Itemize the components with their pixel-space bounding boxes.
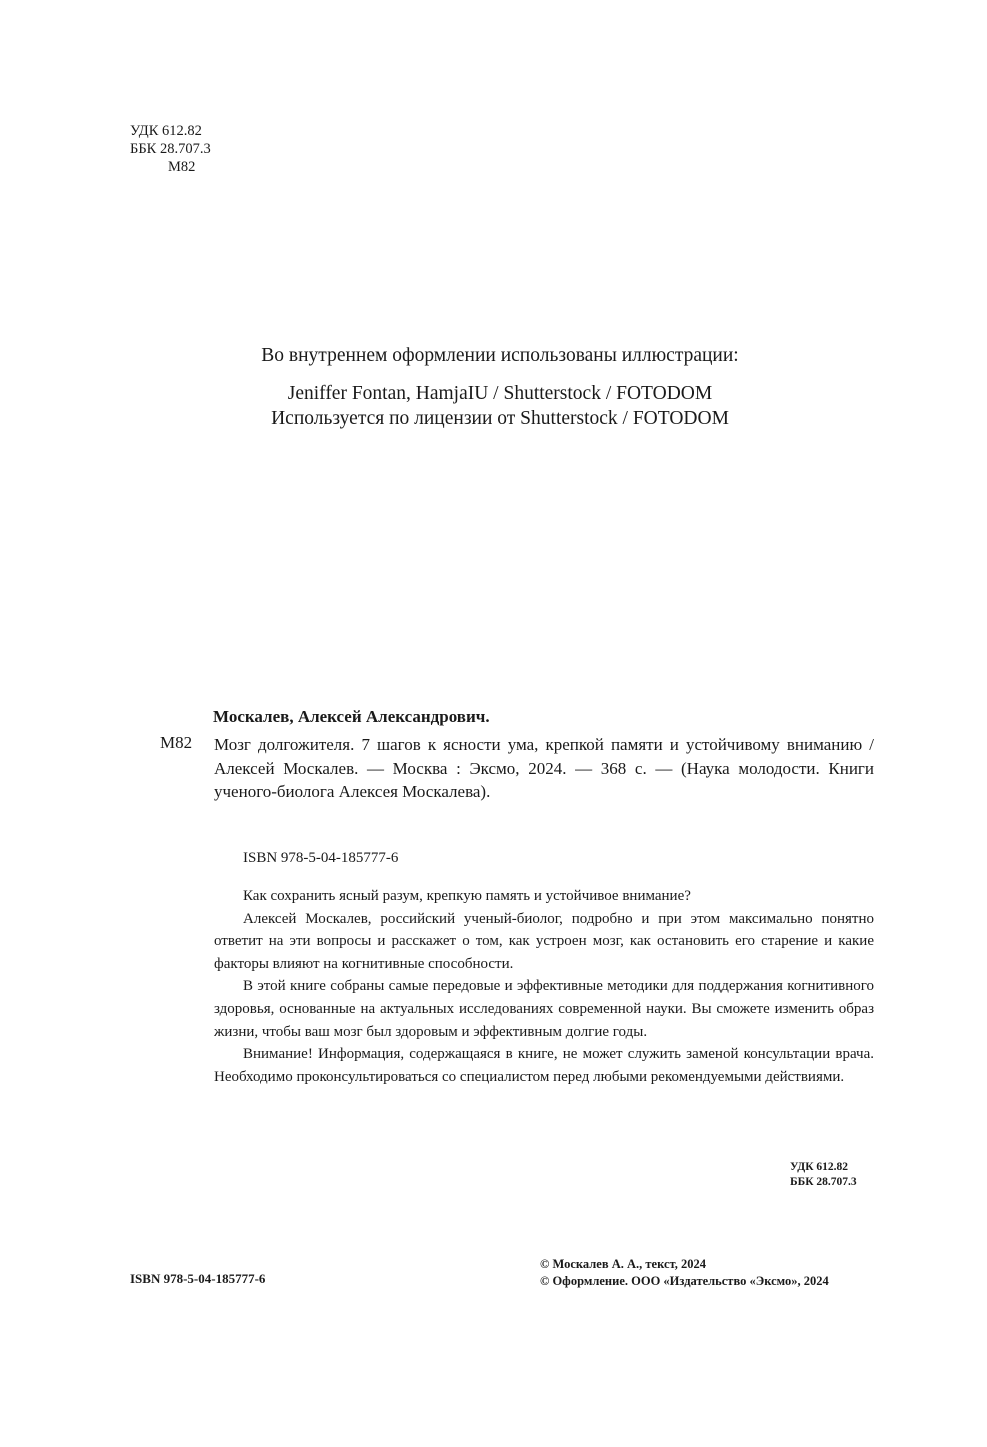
bibliographic-description: Мозг долгожителя. 7 шагов к ясности ума, крепкой памяти и устойчивому вниманию / Алексей Москалев. — Москва : Эксмо, 2024. — 368 с. — (Наука молодости. Книги ученого-биолога Алексея Москалева). [214,735,874,801]
annotation-paragraph: Внимание! Информация, содержащаяся в книге, не может служить заменой консультации врача. Необходимо проконсультироваться со специалистом перед любыми рекомендуемыми действиями. [214,1046,874,1085]
author-mark: М82 [168,159,196,175]
license-credit-line: Используется по лицензии от Shutterstock / FOTODOM [271,408,729,429]
copyright-block [540,1256,829,1290]
udk-code: УДК 612.82 [130,123,202,139]
annotation-paragraph: Алексей Москалев, российский ученый-биолог, подробно и при этом максимально понятно ответит на эти вопросы и расскажет о том, как устроен мозг, как остановить его старение и какие факторы влияют на когнитивные способности. [214,910,874,972]
top-classification-codes [130,122,211,176]
annotation [214,885,874,1088]
bottom-classification-codes [790,1160,857,1190]
copyright-design-line: © Оформление. ООО «Издательство «Эксмо», 2024 [540,1274,829,1288]
illustration-credit-line: Jeniffer Fontan, HamjaIU / Shutterstock / FOTODOM [287,383,713,404]
bbk-code: ББК 28.707.3 [790,1176,857,1188]
illustrations-credits [0,381,987,431]
illustrations-heading: Во внутреннем оформлении использованы иллюстрации: [261,345,739,366]
isbn-record: ISBN 978-5-04-185777-6 [243,850,399,866]
footer-isbn: ISBN 978-5-04-185777-6 [130,1271,266,1286]
udk-code: УДК 612.82 [790,1161,849,1173]
annotation-paragraph: В этой книге собраны самые передовые и эффективные методики для поддержания когнитивного здоровья, основанные на актуальных исследованиях современной науки. Вы сможете изменить образ жизни, чтобы ваш мозг был здоровым и эффективным долгие годы. [214,978,874,1040]
copyright-text-line: © Москалев А. А., текст, 2024 [540,1257,706,1271]
annotation-paragraph: Как сохранить ясный разум, крепкую память и устойчивое внимание? [243,888,691,904]
bbk-code: ББК 28.707.3 [130,141,211,157]
author-heading: Москалев, Алексей Александрович. [213,707,490,726]
author-mark-side: М82 [160,733,193,752]
